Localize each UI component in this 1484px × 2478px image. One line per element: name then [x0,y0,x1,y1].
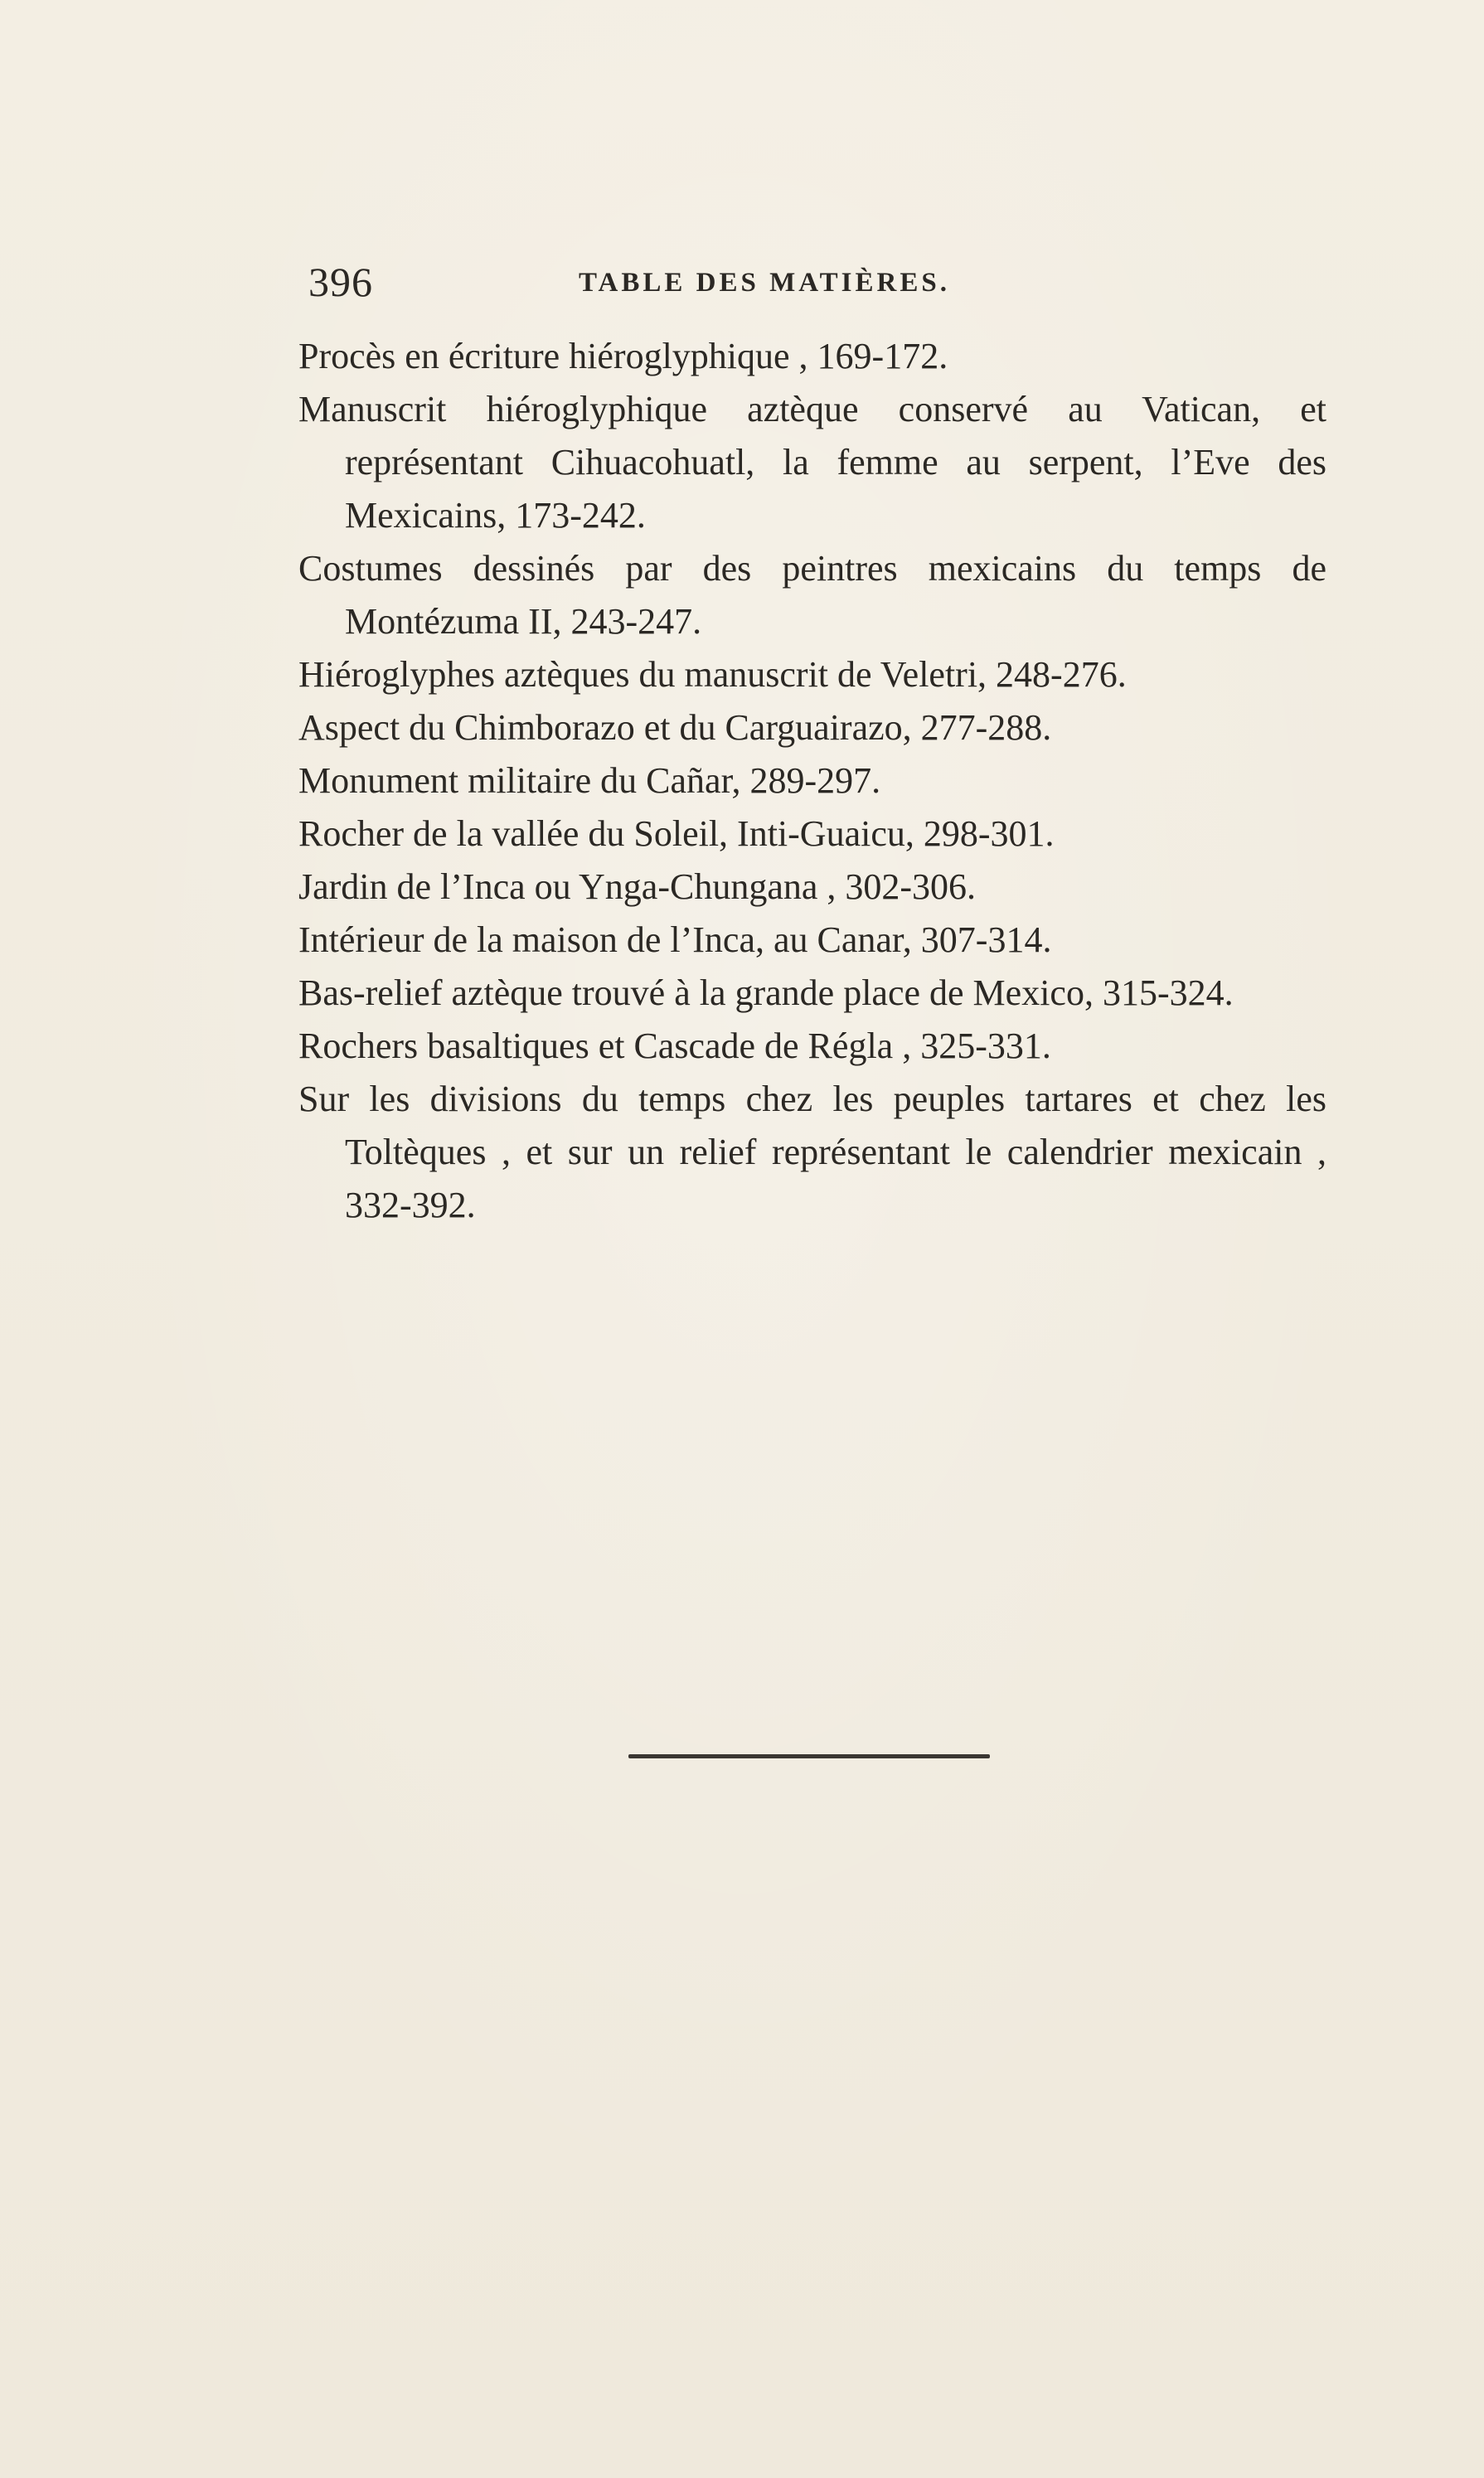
page-header [308,249,1104,315]
toc-entry: Jardin de l’Inca ou Ynga-Chungana , 302-306. [298,866,977,907]
toc-entry: Rochers basaltiques et Cascade de Régla , 325-331. [298,1026,1051,1066]
running-title: TABLE DES MATIÈRES. [579,268,950,298]
page-number: 396 [308,259,373,305]
toc-entry: Manuscrit hiéroglyphique aztèque conservé au Vatican, et représentant Cihuacohuatl, la femme au serpent, l’Eve des Mexicains, 173-242. [298,389,1326,536]
toc-entry: Hiéroglyphes aztèques du manuscrit de Veletri, 248-276. [298,654,1127,695]
toc-entry: Aspect du Chimborazo et du Carguairazo, 277-288. [298,707,1052,748]
toc-entry: Monument militaire du Cañar, 289-297. [298,760,881,801]
toc-entry: Costumes dessinés par des peintres mexicains du temps de Montézuma II, 243-247. [298,548,1326,642]
toc-entry: Bas-relief aztèque trouvé à la grande place de Mexico, 315-324. [298,972,1234,1013]
table-of-contents-list [298,330,1326,1232]
toc-entry: Intérieur de la maison de l’Inca, au Canar, 307-314. [298,919,1052,960]
toc-entry: Procès en écriture hiéroglyphique , 169-172. [298,336,948,376]
end-rule [628,1754,990,1758]
toc-entry: Sur les divisions du temps chez les peuples tartares et chez les Toltèques , et sur un relief représentant le calendrier mexicain , 332-392. [298,1079,1326,1225]
toc-entry: Rocher de la vallée du Soleil, Inti-Guaicu, 298-301. [298,813,1055,854]
